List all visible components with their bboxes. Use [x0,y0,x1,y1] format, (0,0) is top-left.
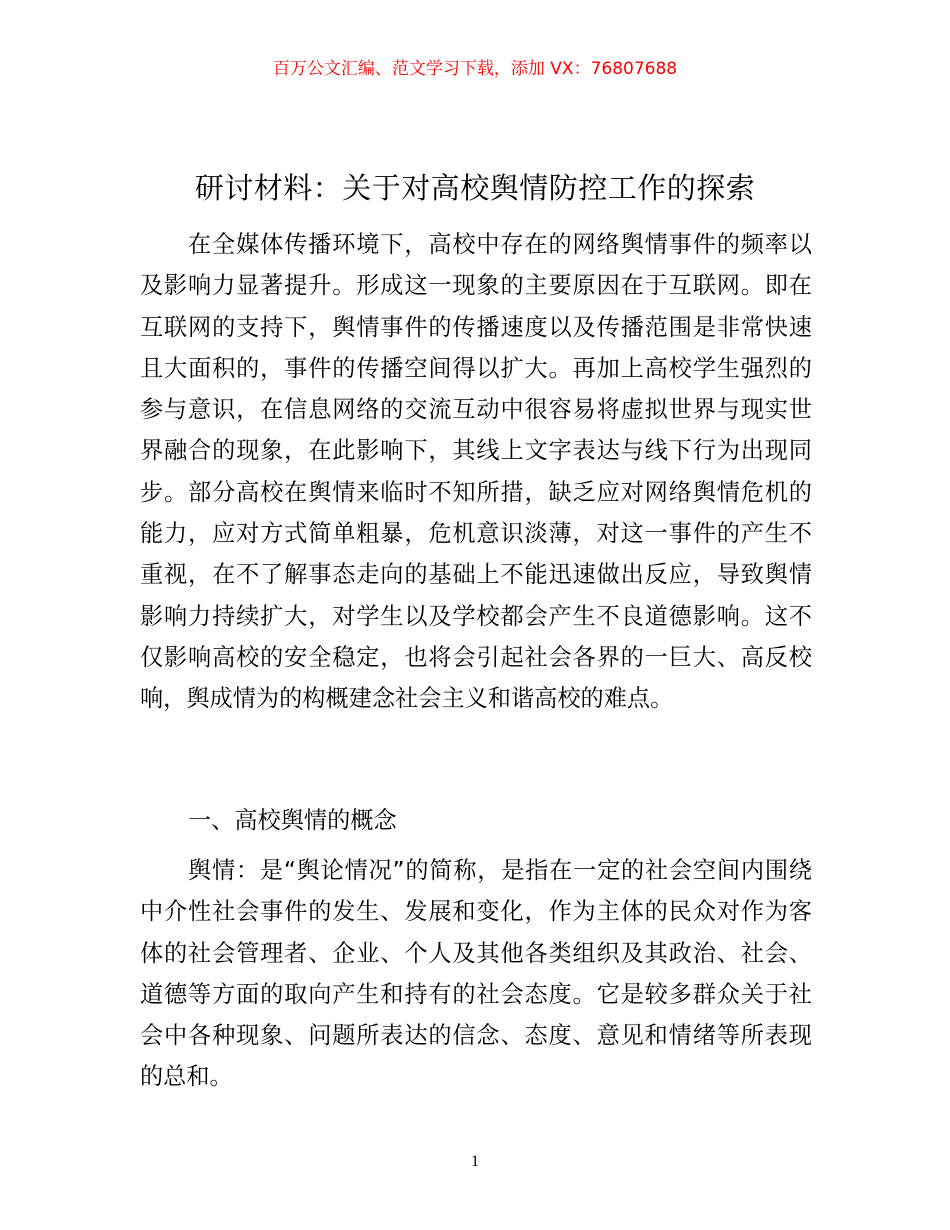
document-title: 研讨材料：关于对高校舆情防控工作的探索 [194,171,756,205]
promo-header: 百万公文汇编、范文学习下载，添加 VX：76807688 [272,59,678,79]
paragraph-intro: 在全媒体传播环境下，高校中存在的网络舆情事件的频率以及影响力显著提升。形成这一现象的主要原因在于互联网。即在互联网的支持下，舆情事件的传播速度以及传播范围是非常快速且大面积的，事件的传播空间得以扩大。再加上高校学生强烈的参与意识，在信息网络的交流互动中很容易将虚拟世界与现实世界融合的现象，在此影响下，其线上文字表达与线下行为出现同步。部分高校在舆情来临时不知所措，缺乏应对网络舆情危机的能力，应对方式简单粗暴，危机意识淡薄，对这一事件的产生不重视，在不了解事态走向的基础上不能迅速做出反应，导致舆情影响力持续扩大，对学生以及学校都会产生不良道德影响。这不仅影响高校的安全稳定，也将会引起社会各界的一巨大、高反校响，舆成情为的构概建念社会主义和谐高校的难点。 [140,231,812,713]
paragraph-definition: 舆情：是“舆论情况”的简称，是指在一定的社会空间内围绕中介性社会事件的发生、发展和变化，作为主体的民众对作为客体的社会管理者、企业、个人及其他各类组织及其政治、社会、道德等方面的取向产生和持有的社会态度。它是较多群众关于社会中各种现象、问题所表达的信念、态度、意见和情绪等所表现的总和。 [140,857,812,1091]
section-heading: 一、高校舆情的概念 [188,807,397,834]
page-number: 1 [471,1153,479,1170]
